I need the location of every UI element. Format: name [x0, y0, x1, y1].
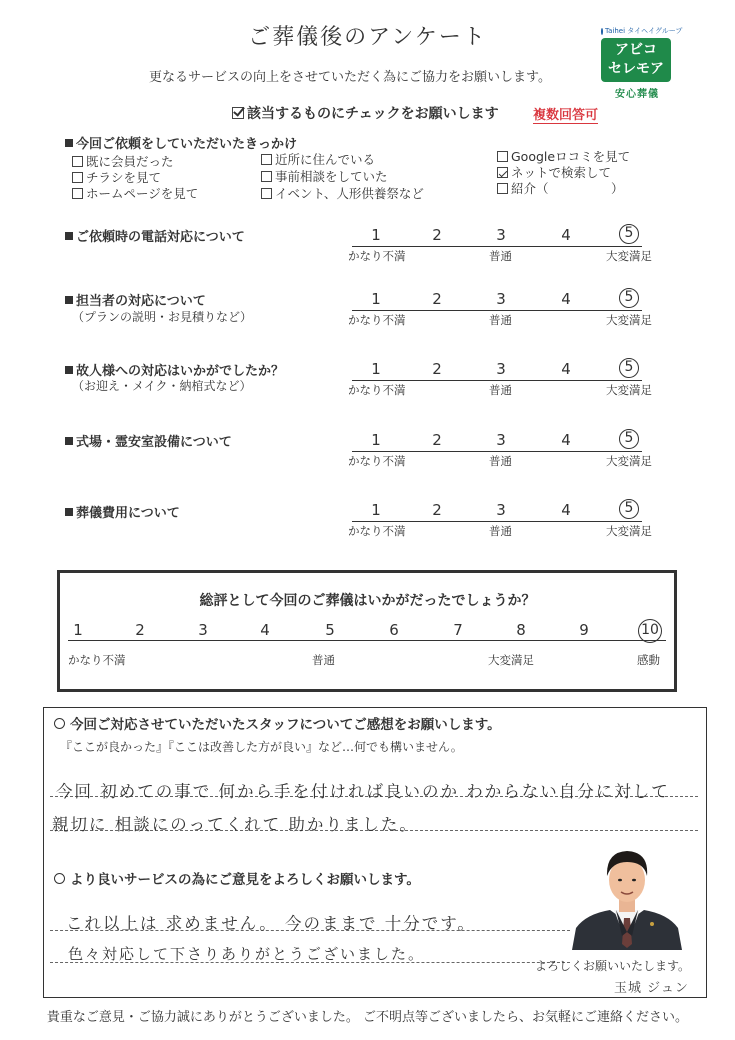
- overall-option[interactable]: 1: [73, 621, 83, 639]
- overall-caption: 感動: [637, 653, 660, 667]
- rating-option[interactable]: 3: [496, 226, 506, 244]
- scale-caption: 大変満足: [606, 524, 652, 538]
- overall-option[interactable]: 4: [260, 621, 270, 639]
- opinion-comment-line2: 色々対応して下さりありがとうございました。: [68, 945, 426, 963]
- checkbox[interactable]: [261, 154, 272, 165]
- scale-caption: 普通: [489, 249, 512, 263]
- checkbox[interactable]: [72, 172, 83, 183]
- overall-option[interactable]: 3: [198, 621, 208, 639]
- scale-caption: かなり不満: [348, 524, 406, 538]
- option-flyer[interactable]: チラシを見て: [72, 168, 161, 186]
- rating-option[interactable]: 4: [561, 501, 571, 519]
- scale-caption: かなり不満: [348, 383, 406, 397]
- rating-subheading: （プランの説明・お見積りなど）: [72, 310, 253, 324]
- checkbox[interactable]: [497, 183, 508, 194]
- scale-caption: 大変満足: [606, 249, 652, 263]
- rating-option[interactable]: 2: [432, 431, 442, 449]
- overall-option[interactable]: 2: [135, 621, 145, 639]
- rating-option[interactable]: 1: [371, 431, 381, 449]
- rating-option[interactable]: 1: [371, 501, 381, 519]
- page-title: ご葬儀後のアンケート: [248, 25, 487, 50]
- option-web-search[interactable]: ネットで検索して: [497, 163, 611, 181]
- staff-photo: [572, 840, 682, 950]
- instruction-text: 該当するものにチェックをお願いします: [247, 106, 499, 122]
- logo-line2: セレモア: [608, 61, 664, 77]
- rating-option-selected[interactable]: 5: [619, 429, 639, 449]
- rating-heading: 葬儀費用について: [65, 502, 180, 521]
- checkbox[interactable]: [261, 188, 272, 199]
- option-google-reviews[interactable]: Googleロコミを見て: [497, 147, 630, 165]
- scale-line: [352, 380, 642, 381]
- rating-heading: 担当者の対応について: [65, 290, 206, 309]
- instruction-line: [232, 103, 499, 123]
- staff-regards: よろしくお願いいたします。: [535, 959, 691, 973]
- rating-option-selected[interactable]: 5: [619, 499, 639, 519]
- checkbox[interactable]: [261, 171, 272, 182]
- overall-option-selected[interactable]: 10: [638, 619, 662, 643]
- rating-heading: ご依頼時の電話対応について: [65, 226, 245, 245]
- scale-line: [352, 521, 642, 522]
- option-neighborhood[interactable]: 近所に住んでいる: [261, 150, 375, 168]
- checkbox-checked[interactable]: [497, 167, 508, 178]
- rating-option[interactable]: 2: [432, 360, 442, 378]
- rating-option[interactable]: 1: [371, 290, 381, 308]
- scale-caption: 普通: [489, 313, 512, 327]
- rating-option[interactable]: 3: [496, 290, 506, 308]
- rating-option[interactable]: 2: [432, 290, 442, 308]
- staff-comment-line2: 親切に 相談にのってくれて 助かりました。: [52, 815, 418, 834]
- scale-caption: 大変満足: [606, 383, 652, 397]
- opinion-comment-line1: これ以上は 求めません。 今のままで 十分です。: [66, 914, 476, 933]
- company-logo: [601, 26, 683, 100]
- logo-tagline: 安心葬儀: [615, 89, 659, 100]
- option-referral[interactable]: 紹介（ ）: [497, 179, 624, 197]
- scale-caption: かなり不満: [348, 313, 406, 327]
- scale-line: [352, 246, 642, 247]
- logo-group: Taihei タイヘイグループ: [605, 27, 683, 35]
- rating-option[interactable]: 3: [496, 360, 506, 378]
- rating-option[interactable]: 1: [371, 360, 381, 378]
- rating-option[interactable]: 2: [432, 501, 442, 519]
- rating-option[interactable]: 3: [496, 431, 506, 449]
- overall-caption: 大変満足: [488, 653, 534, 667]
- scale-caption: 普通: [489, 454, 512, 468]
- scale-line: [352, 310, 642, 311]
- staff-hint: 『ここが良かった』『ここは改善した方が良い』など…何でも構いません。: [60, 740, 463, 754]
- page-subtitle: 更なるサービスの向上をさせていただく為にご協力をお願いします。: [149, 70, 551, 85]
- checkbox[interactable]: [497, 151, 508, 162]
- overall-caption: かなり不満: [68, 653, 126, 667]
- scale-caption: 普通: [489, 524, 512, 538]
- rating-option[interactable]: 2: [432, 226, 442, 244]
- rating-heading: 故人様への対応はいかがでしたか？: [65, 360, 284, 379]
- logo-badge: [601, 38, 671, 82]
- rating-option-selected[interactable]: 5: [619, 224, 639, 244]
- rating-option[interactable]: 4: [561, 226, 571, 244]
- staff-comment-line1: 今回 初めての事で 何から手を付ければ良いのか わからない自分に対して: [56, 782, 670, 801]
- staff-portrait-image: [572, 840, 682, 950]
- overall-option[interactable]: 6: [389, 621, 399, 639]
- overall-option[interactable]: 8: [516, 621, 526, 639]
- staff-signature: 玉城 ジュン: [614, 981, 689, 996]
- overall-title: 総評として今回のご葬儀はいかがだったでしょうか？: [199, 593, 536, 609]
- rating-option[interactable]: 4: [561, 360, 571, 378]
- overall-rating-box: [57, 570, 677, 692]
- overall-scale-line: [68, 640, 666, 641]
- scale-caption: 大変満足: [606, 313, 652, 327]
- footer-note: 貴重なご意見・ご協力誠にありがとうございました。 ご不明点等ございましたら、お気軽にご連絡ください。: [46, 1010, 689, 1025]
- rating-option[interactable]: 4: [561, 290, 571, 308]
- checkmark-icon: [232, 107, 244, 119]
- trigger-heading: 今回ご依頼をしていただいたきっかけ: [65, 133, 297, 152]
- scale-line: [352, 451, 642, 452]
- rating-option[interactable]: 3: [496, 501, 506, 519]
- rating-subheading: （お迎え・メイク・納棺式など）: [72, 379, 252, 393]
- checkbox[interactable]: [72, 188, 83, 199]
- scale-caption: 普通: [489, 383, 512, 397]
- scale-caption: かなり不満: [348, 454, 406, 468]
- overall-caption: 普通: [312, 653, 335, 667]
- overall-option[interactable]: 9: [579, 621, 589, 639]
- multiple-answers-note: 複数回答可: [533, 104, 598, 124]
- scale-caption: かなり不満: [348, 249, 406, 263]
- taihei-mark-icon: [601, 28, 603, 35]
- option-existing-member[interactable]: 既に会員だった: [72, 152, 174, 170]
- rating-option-selected[interactable]: 5: [619, 288, 639, 308]
- rating-option[interactable]: 1: [371, 226, 381, 244]
- rating-option-selected[interactable]: 5: [619, 358, 639, 378]
- scale-caption: 大変満足: [606, 454, 652, 468]
- staff-question: 今回ご対応させていただいたスタッフについてご感想をお願いします。: [54, 713, 501, 733]
- overall-option[interactable]: 5: [325, 621, 335, 639]
- opinion-question: より良いサービスの為にご意見をよろしくお願いします。: [54, 868, 420, 888]
- logo-line1: アビコ: [615, 42, 657, 58]
- checkbox[interactable]: [72, 156, 83, 167]
- option-event[interactable]: イベント、人形供養祭など: [261, 184, 424, 202]
- rating-heading: 式場・霊安室設備について: [65, 431, 232, 450]
- option-prior-consultation[interactable]: 事前相談をしていた: [261, 167, 388, 185]
- rating-option[interactable]: 4: [561, 431, 571, 449]
- overall-option[interactable]: 7: [453, 621, 463, 639]
- option-homepage[interactable]: ホームページを見て: [72, 184, 198, 202]
